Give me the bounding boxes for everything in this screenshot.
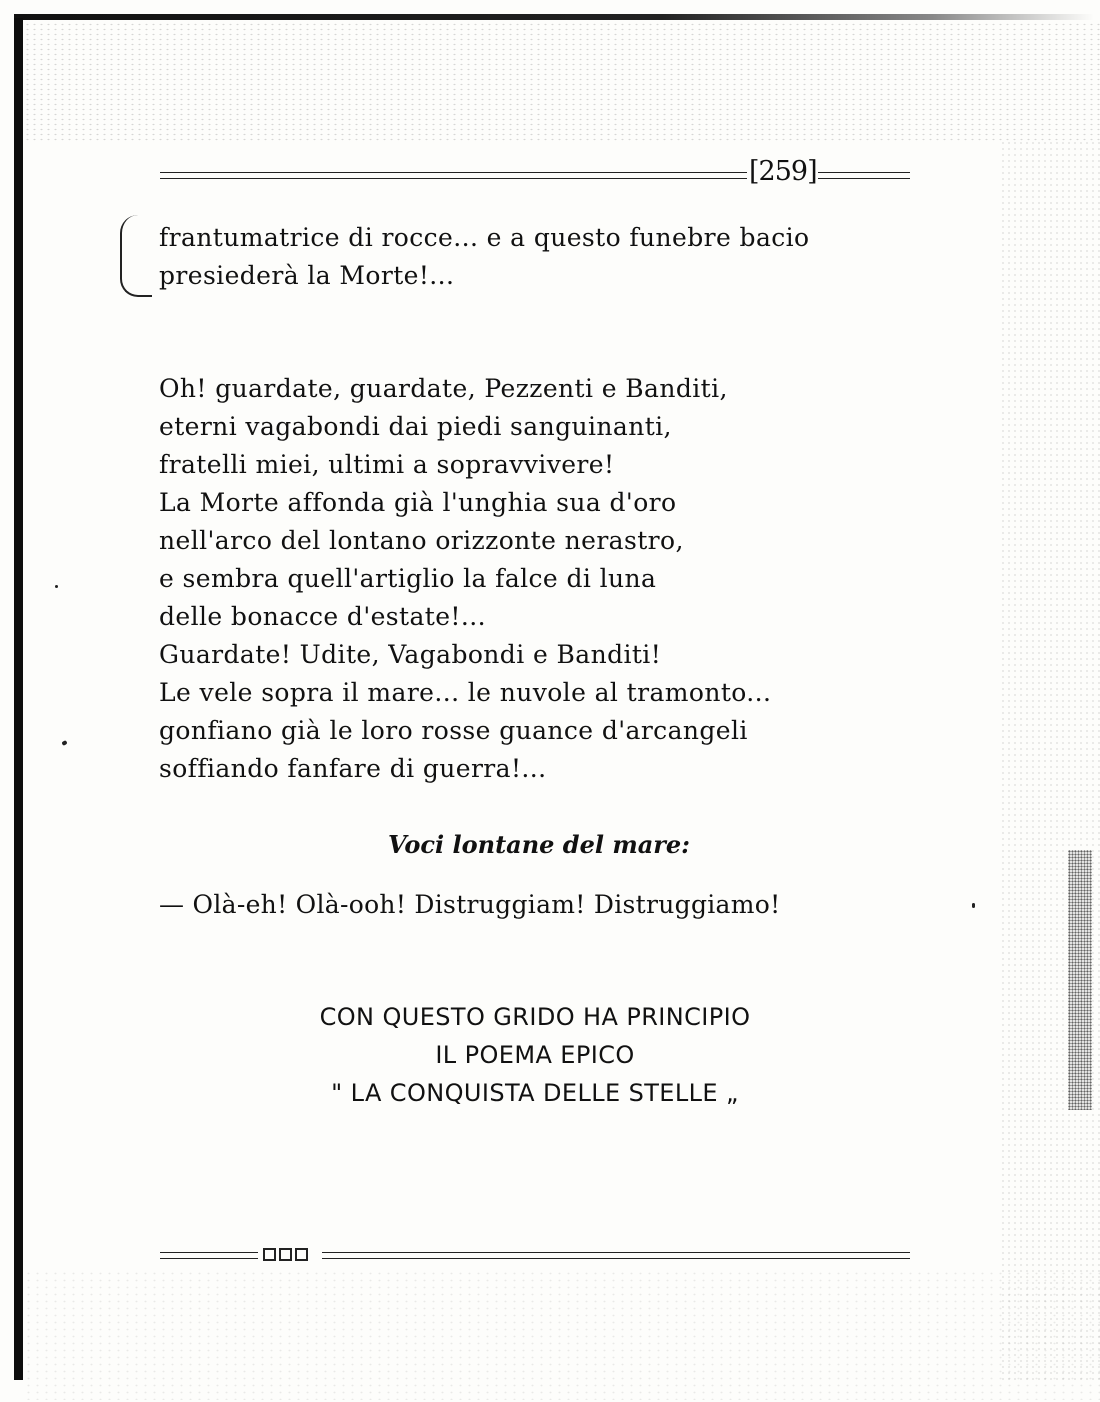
verse-line: e sembra quell'artiglio la falce di luna xyxy=(159,564,657,593)
verse-line: gonfiano già le loro rosse guance d'arcangeli xyxy=(159,716,748,745)
scan-noise-bottom xyxy=(24,1270,1100,1400)
footer-rule-right xyxy=(322,1252,910,1259)
verse-line: soffiando fanfare di guerra!... xyxy=(159,754,547,783)
verse-line: Guardate! Udite, Vagabondi e Banditi! xyxy=(159,640,662,669)
ornament-square-icon xyxy=(295,1248,308,1261)
header-rule-left xyxy=(160,172,747,179)
margin-bracket xyxy=(120,215,152,297)
shout-line: — Olà-eh! Olà-ooh! Distruggiam! Distruggiamo! xyxy=(159,890,781,919)
verse-line: fratelli miei, ultimi a sopravvivere! xyxy=(159,450,615,479)
verse-line: La Morte affonda già l'unghia sua d'oro xyxy=(159,488,677,517)
stanza xyxy=(159,370,839,788)
announcement-line: CON QUESTO GRIDO HA PRINCIPIO xyxy=(319,1003,751,1031)
ornament-square-icon xyxy=(279,1248,292,1261)
scan-noise-right xyxy=(1000,140,1100,1380)
scan-speck xyxy=(972,903,975,908)
scan-noise-top xyxy=(24,22,1100,142)
footer-rule-left xyxy=(160,1252,258,1259)
announcement-line: " LA CONQUISTA DELLE STELLE „ xyxy=(331,1079,739,1107)
scan-speck xyxy=(55,585,58,588)
text-line: frantumatrice di rocce... e a questo funebre bacio xyxy=(159,223,810,252)
verse-line: eterni vagabondi dai piedi sanguinanti, xyxy=(159,412,672,441)
ornament-square-icon xyxy=(263,1248,276,1261)
verse-line: Le vele sopra il mare... le nuvole al tramonto... xyxy=(159,678,772,707)
scan-noise-band xyxy=(1068,850,1092,1110)
footer-ornament xyxy=(263,1248,308,1264)
verse-line: delle bonacce d'estate!... xyxy=(159,602,486,631)
header-rule-right xyxy=(818,172,910,179)
continuation-text xyxy=(159,219,839,295)
page-number: [259] xyxy=(749,156,817,187)
verse-line: Oh! guardate, guardate, Pezzenti e Banditi, xyxy=(159,374,728,403)
scan-top-edge xyxy=(14,14,1094,20)
text-line: presiederà la Morte!... xyxy=(159,261,455,290)
verse-line: nell'arco del lontano orizzonte nerastro, xyxy=(159,526,684,555)
scan-speck xyxy=(61,740,67,746)
scan-binding-edge xyxy=(14,18,23,1380)
announcement xyxy=(260,998,810,1112)
announcement-line: IL POEMA EPICO xyxy=(435,1041,635,1069)
stage-direction: Voci lontane del mare: xyxy=(388,830,691,859)
